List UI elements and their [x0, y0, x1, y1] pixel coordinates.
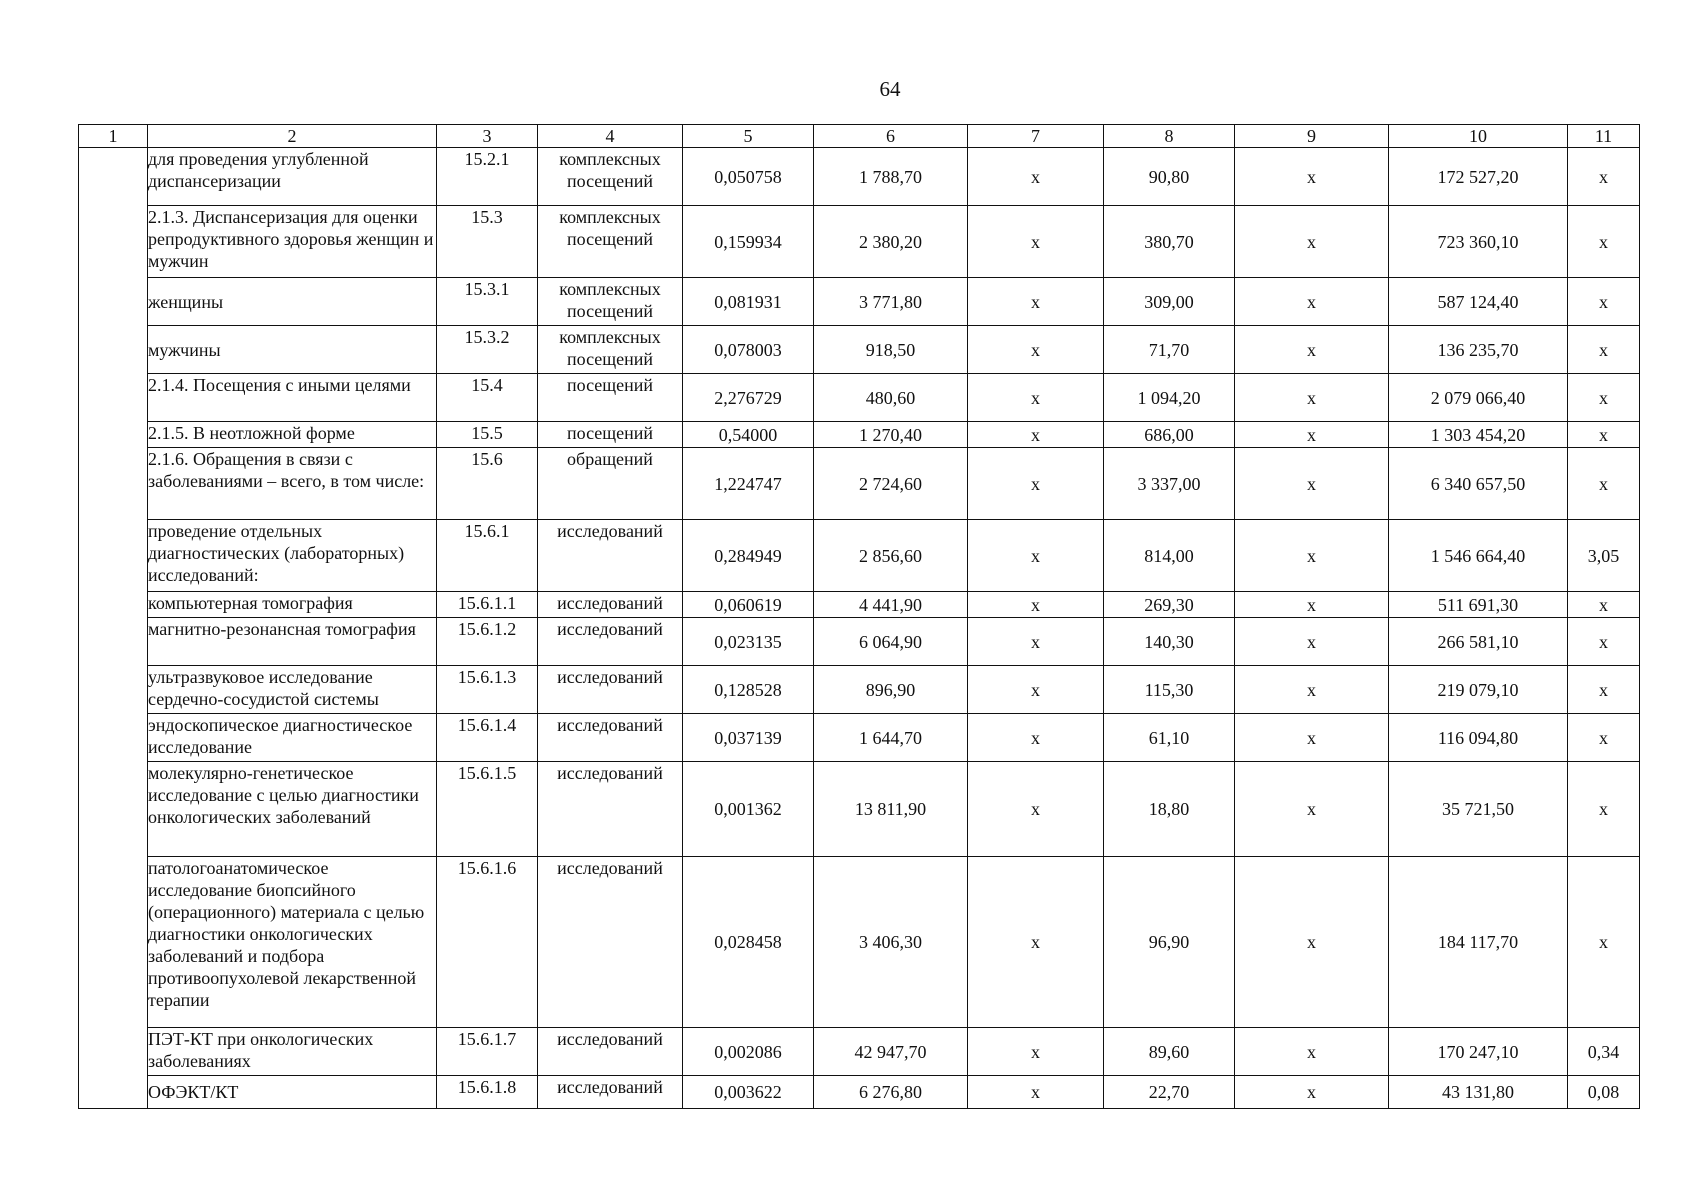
- cell-col5: 0,081931: [683, 278, 814, 326]
- row-name: 2.1.4. Посещения с иными целями: [148, 374, 437, 422]
- cell-col7: х: [968, 448, 1104, 520]
- cell-col8: 686,00: [1104, 422, 1235, 448]
- table-row: [79, 278, 1640, 326]
- header-cell: 2: [148, 125, 437, 148]
- row-code: 15.5: [437, 422, 538, 448]
- table-row: [79, 592, 1640, 618]
- cell-col8: 61,10: [1104, 714, 1235, 762]
- row-name: компьютерная томография: [148, 592, 437, 618]
- cell-col6: 480,60: [814, 374, 968, 422]
- cell-col7: х: [968, 762, 1104, 857]
- row-code: 15.3.2: [437, 326, 538, 374]
- cell-col5: 0,023135: [683, 618, 814, 666]
- row-code: 15.6.1.1: [437, 592, 538, 618]
- cell-col9: х: [1235, 520, 1389, 592]
- row-code: 15.6.1.6: [437, 857, 538, 1028]
- row-unit: посещений: [538, 374, 683, 422]
- header-cell: 4: [538, 125, 683, 148]
- row-name: магнитно-резонансная томография: [148, 618, 437, 666]
- cell-col8: 1 094,20: [1104, 374, 1235, 422]
- cell-col10: 587 124,40: [1389, 278, 1568, 326]
- cell-col10: 170 247,10: [1389, 1028, 1568, 1076]
- cell-col9: х: [1235, 278, 1389, 326]
- table-row: [79, 448, 1640, 520]
- row-code: 15.6.1.2: [437, 618, 538, 666]
- cell-col11: х: [1568, 762, 1640, 857]
- cell-col9: х: [1235, 714, 1389, 762]
- cell-col10: 35 721,50: [1389, 762, 1568, 857]
- cell-col5: 0,078003: [683, 326, 814, 374]
- cell-col7: х: [968, 206, 1104, 278]
- cell-col10: 136 235,70: [1389, 326, 1568, 374]
- row-unit: исследований: [538, 1076, 683, 1109]
- row-name: ОФЭКТ/КТ: [148, 1076, 437, 1109]
- row-name: 2.1.5. В неотложной форме: [148, 422, 437, 448]
- cell-col5: 1,224747: [683, 448, 814, 520]
- row-name: 2.1.3. Диспансеризация для оценки репродуктивного здоровья женщин и мужчин: [148, 206, 437, 278]
- cell-col9: х: [1235, 206, 1389, 278]
- section-number-cell: [79, 148, 148, 1109]
- header-cell: 1: [79, 125, 148, 148]
- cell-col5: 0,050758: [683, 148, 814, 206]
- row-unit: исследований: [538, 618, 683, 666]
- row-code: 15.6.1.4: [437, 714, 538, 762]
- cell-col11: х: [1568, 278, 1640, 326]
- row-code: 15.3: [437, 206, 538, 278]
- cell-col8: 269,30: [1104, 592, 1235, 618]
- cell-col9: х: [1235, 422, 1389, 448]
- cell-col11: х: [1568, 326, 1640, 374]
- cell-col5: 0,037139: [683, 714, 814, 762]
- data-table: [78, 124, 1640, 1109]
- cell-col11: х: [1568, 206, 1640, 278]
- cell-col8: 22,70: [1104, 1076, 1235, 1109]
- cell-col6: 1 788,70: [814, 148, 968, 206]
- header-cell: 3: [437, 125, 538, 148]
- table-row: [79, 374, 1640, 422]
- cell-col5: 0,003622: [683, 1076, 814, 1109]
- cell-col11: х: [1568, 592, 1640, 618]
- cell-col8: 814,00: [1104, 520, 1235, 592]
- cell-col8: 90,80: [1104, 148, 1235, 206]
- cell-col7: х: [968, 148, 1104, 206]
- row-name: ПЭТ-КТ при онкологических заболеваниях: [148, 1028, 437, 1076]
- row-name: молекулярно-генетическое исследование с целью диагностики онкологических заболеваний: [148, 762, 437, 857]
- row-unit: исследований: [538, 857, 683, 1028]
- cell-col7: х: [968, 422, 1104, 448]
- row-unit: исследований: [538, 1028, 683, 1076]
- cell-col9: х: [1235, 592, 1389, 618]
- cell-col11: х: [1568, 666, 1640, 714]
- row-unit: исследований: [538, 520, 683, 592]
- cell-col11: 0,08: [1568, 1076, 1640, 1109]
- row-unit: исследований: [538, 762, 683, 857]
- cell-col10: 184 117,70: [1389, 857, 1568, 1028]
- cell-col9: х: [1235, 1076, 1389, 1109]
- cell-col9: х: [1235, 666, 1389, 714]
- row-unit: комплексных посещений: [538, 206, 683, 278]
- header-cell: 8: [1104, 125, 1235, 148]
- row-name: для проведения углубленной диспансеризации: [148, 148, 437, 206]
- cell-col6: 896,90: [814, 666, 968, 714]
- table-row: [79, 618, 1640, 666]
- header-cell: 5: [683, 125, 814, 148]
- cell-col11: х: [1568, 422, 1640, 448]
- cell-col5: 0,159934: [683, 206, 814, 278]
- cell-col7: х: [968, 520, 1104, 592]
- table-row: [79, 520, 1640, 592]
- cell-col10: 1 546 664,40: [1389, 520, 1568, 592]
- row-code: 15.6.1: [437, 520, 538, 592]
- row-code: 15.6: [437, 448, 538, 520]
- table-row: [79, 326, 1640, 374]
- cell-col6: 42 947,70: [814, 1028, 968, 1076]
- row-code: 15.3.1: [437, 278, 538, 326]
- cell-col10: 172 527,20: [1389, 148, 1568, 206]
- cell-col10: 723 360,10: [1389, 206, 1568, 278]
- header-cell: 9: [1235, 125, 1389, 148]
- cell-col8: 71,70: [1104, 326, 1235, 374]
- header-cell: 10: [1389, 125, 1568, 148]
- row-unit: посещений: [538, 422, 683, 448]
- cell-col9: х: [1235, 326, 1389, 374]
- cell-col7: х: [968, 857, 1104, 1028]
- row-name: патологоанатомическое исследование биопсийного (операционного) материала с целью диагностики онкологических заболеваний и подбора противоопухолевой лекарственной терапии: [148, 857, 437, 1028]
- row-code: 15.6.1.3: [437, 666, 538, 714]
- cell-col6: 13 811,90: [814, 762, 968, 857]
- cell-col9: х: [1235, 148, 1389, 206]
- row-name: 2.1.6. Обращения в связи с заболеваниями – всего, в том числе:: [148, 448, 437, 520]
- cell-col5: 0,284949: [683, 520, 814, 592]
- cell-col8: 18,80: [1104, 762, 1235, 857]
- cell-col7: х: [968, 618, 1104, 666]
- cell-col5: 0,028458: [683, 857, 814, 1028]
- cell-col11: х: [1568, 857, 1640, 1028]
- cell-col6: 2 856,60: [814, 520, 968, 592]
- row-unit: комплексных посещений: [538, 148, 683, 206]
- table-row: [79, 666, 1640, 714]
- cell-col5: 2,276729: [683, 374, 814, 422]
- row-code: 15.2.1: [437, 148, 538, 206]
- cell-col5: 0,060619: [683, 592, 814, 618]
- cell-col9: х: [1235, 448, 1389, 520]
- cell-col5: 0,54000: [683, 422, 814, 448]
- row-code: 15.6.1.7: [437, 1028, 538, 1076]
- cell-col11: х: [1568, 448, 1640, 520]
- cell-col11: х: [1568, 148, 1640, 206]
- cell-col8: 115,30: [1104, 666, 1235, 714]
- row-unit: обращений: [538, 448, 683, 520]
- cell-col9: х: [1235, 1028, 1389, 1076]
- row-name: ультразвуковое исследование сердечно-сосудистой системы: [148, 666, 437, 714]
- cell-col7: х: [968, 278, 1104, 326]
- table-row: [79, 422, 1640, 448]
- header-row: [79, 125, 1640, 148]
- row-unit: комплексных посещений: [538, 278, 683, 326]
- cell-col10: 219 079,10: [1389, 666, 1568, 714]
- cell-col8: 380,70: [1104, 206, 1235, 278]
- header-cell: 11: [1568, 125, 1640, 148]
- cell-col6: 3 406,30: [814, 857, 968, 1028]
- cell-col6: 6 276,80: [814, 1076, 968, 1109]
- cell-col5: 0,128528: [683, 666, 814, 714]
- cell-col6: 1 270,40: [814, 422, 968, 448]
- cell-col6: 4 441,90: [814, 592, 968, 618]
- cell-col6: 3 771,80: [814, 278, 968, 326]
- cell-col10: 116 094,80: [1389, 714, 1568, 762]
- cell-col8: 3 337,00: [1104, 448, 1235, 520]
- cell-col7: х: [968, 666, 1104, 714]
- cell-col5: 0,002086: [683, 1028, 814, 1076]
- cell-col11: 3,05: [1568, 520, 1640, 592]
- table-row: [79, 857, 1640, 1028]
- cell-col11: х: [1568, 374, 1640, 422]
- table-row: [79, 714, 1640, 762]
- cell-col9: х: [1235, 857, 1389, 1028]
- header-cell: 6: [814, 125, 968, 148]
- cell-col7: х: [968, 1076, 1104, 1109]
- row-name: эндоскопическое диагностическое исследование: [148, 714, 437, 762]
- row-unit: исследований: [538, 714, 683, 762]
- cell-col6: 2 380,20: [814, 206, 968, 278]
- cell-col5: 0,001362: [683, 762, 814, 857]
- row-unit: комплексных посещений: [538, 326, 683, 374]
- cell-col10: 266 581,10: [1389, 618, 1568, 666]
- table-row: [79, 1076, 1640, 1109]
- cell-col7: х: [968, 714, 1104, 762]
- header-cell: 7: [968, 125, 1104, 148]
- table-row: [79, 148, 1640, 206]
- cell-col6: 6 064,90: [814, 618, 968, 666]
- row-unit: исследований: [538, 592, 683, 618]
- cell-col7: х: [968, 326, 1104, 374]
- cell-col6: 2 724,60: [814, 448, 968, 520]
- row-code: 15.4: [437, 374, 538, 422]
- cell-col10: 6 340 657,50: [1389, 448, 1568, 520]
- cell-col11: х: [1568, 618, 1640, 666]
- cell-col9: х: [1235, 618, 1389, 666]
- cell-col8: 309,00: [1104, 278, 1235, 326]
- cell-col10: 1 303 454,20: [1389, 422, 1568, 448]
- cell-col10: 43 131,80: [1389, 1076, 1568, 1109]
- row-name: проведение отдельных диагностических (лабораторных) исследований:: [148, 520, 437, 592]
- cell-col11: 0,34: [1568, 1028, 1640, 1076]
- cell-col7: х: [968, 1028, 1104, 1076]
- table-row: [79, 1028, 1640, 1076]
- cell-col10: 2 079 066,40: [1389, 374, 1568, 422]
- row-name: мужчины: [148, 326, 437, 374]
- cell-col7: х: [968, 374, 1104, 422]
- cell-col8: 89,60: [1104, 1028, 1235, 1076]
- row-name: женщины: [148, 278, 437, 326]
- cell-col8: 140,30: [1104, 618, 1235, 666]
- table-row: [79, 762, 1640, 857]
- table-row: [79, 206, 1640, 278]
- cell-col9: х: [1235, 762, 1389, 857]
- cell-col11: х: [1568, 714, 1640, 762]
- row-code: 15.6.1.8: [437, 1076, 538, 1109]
- cell-col6: 918,50: [814, 326, 968, 374]
- cell-col9: х: [1235, 374, 1389, 422]
- cell-col6: 1 644,70: [814, 714, 968, 762]
- cell-col10: 511 691,30: [1389, 592, 1568, 618]
- cell-col8: 96,90: [1104, 857, 1235, 1028]
- cell-col7: х: [968, 592, 1104, 618]
- page-number: 64: [879, 77, 901, 101]
- row-code: 15.6.1.5: [437, 762, 538, 857]
- row-unit: исследований: [538, 666, 683, 714]
